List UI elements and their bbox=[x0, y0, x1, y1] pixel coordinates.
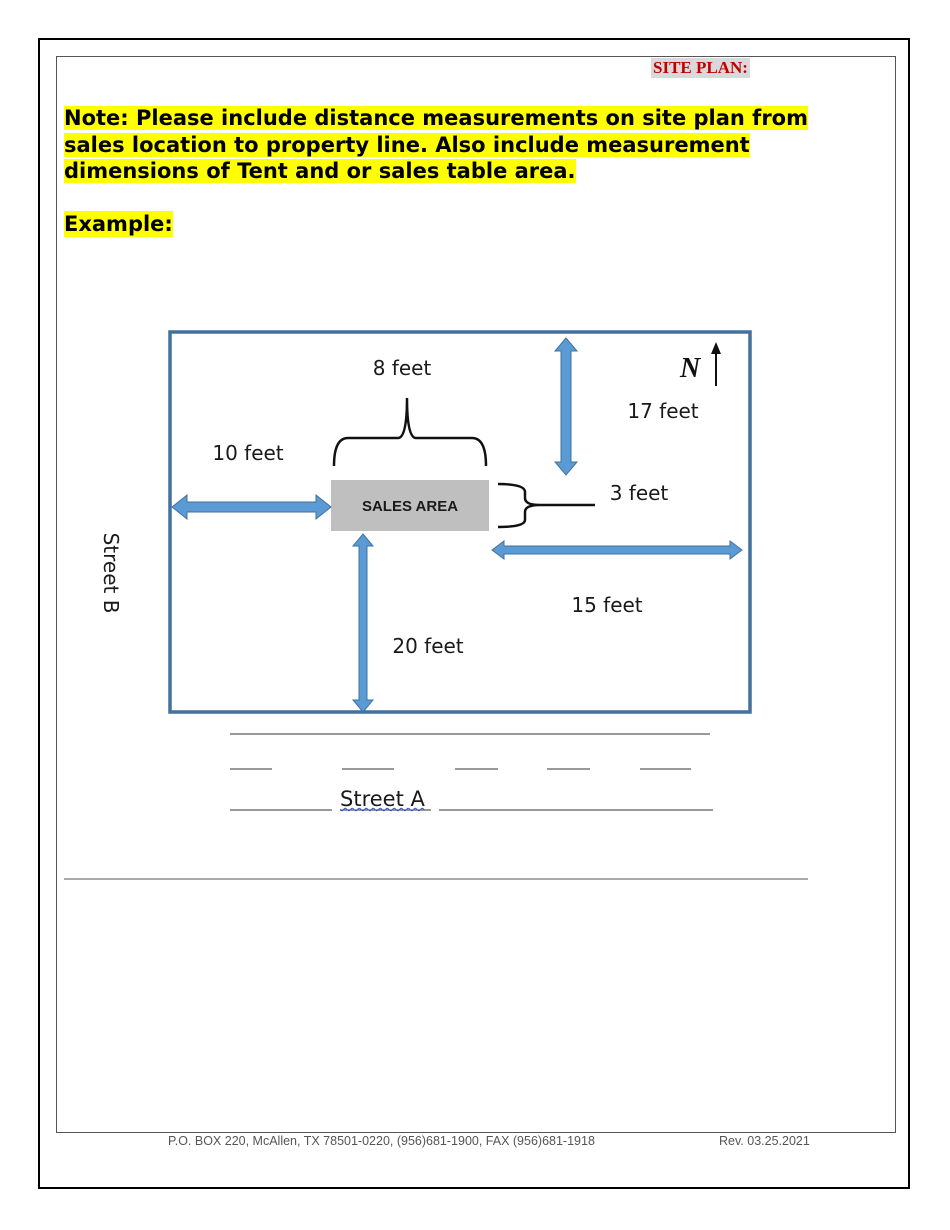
street-a-label: Street A bbox=[340, 787, 425, 811]
right-distance-arrow-icon bbox=[492, 541, 742, 559]
left-distance-label: 10 feet bbox=[212, 441, 284, 465]
note-line-2: sales location to property line. Also include measurement bbox=[64, 132, 750, 157]
depth-brace-icon bbox=[498, 484, 595, 527]
left-distance-arrow-icon bbox=[172, 495, 331, 519]
footer-revision: Rev. 03.25.2021 bbox=[719, 1134, 810, 1148]
north-arrow-icon bbox=[711, 342, 721, 386]
sales-area-label: SALES AREA bbox=[361, 498, 459, 515]
top-distance-arrow-icon bbox=[555, 338, 577, 475]
bottom-distance-arrow-icon bbox=[353, 534, 373, 712]
example-label: Example: bbox=[64, 212, 173, 236]
site-plan-title: SITE PLAN: bbox=[653, 58, 748, 77]
right-distance-label: 15 feet bbox=[571, 593, 643, 617]
note-line-1: Note: Please include distance measurements on site plan from bbox=[64, 106, 808, 130]
footer-address: P.O. BOX 220, McAllen, TX 78501-0220, (956)681-1900, FAX (956)681-1918 bbox=[168, 1134, 595, 1148]
street-b-label: Street B bbox=[99, 532, 123, 614]
width-brace-icon bbox=[334, 398, 486, 466]
bottom-distance-label: 20 feet bbox=[392, 634, 464, 658]
top-distance-label: 17 feet bbox=[627, 399, 699, 423]
note-line-3: dimensions of Tent and or sales table area. bbox=[64, 159, 576, 183]
north-label: N bbox=[680, 353, 701, 384]
street-a-blank-lines bbox=[230, 734, 713, 810]
width-dimension-label: 8 feet bbox=[372, 356, 432, 380]
depth-dimension-label: 3 feet bbox=[609, 481, 669, 505]
